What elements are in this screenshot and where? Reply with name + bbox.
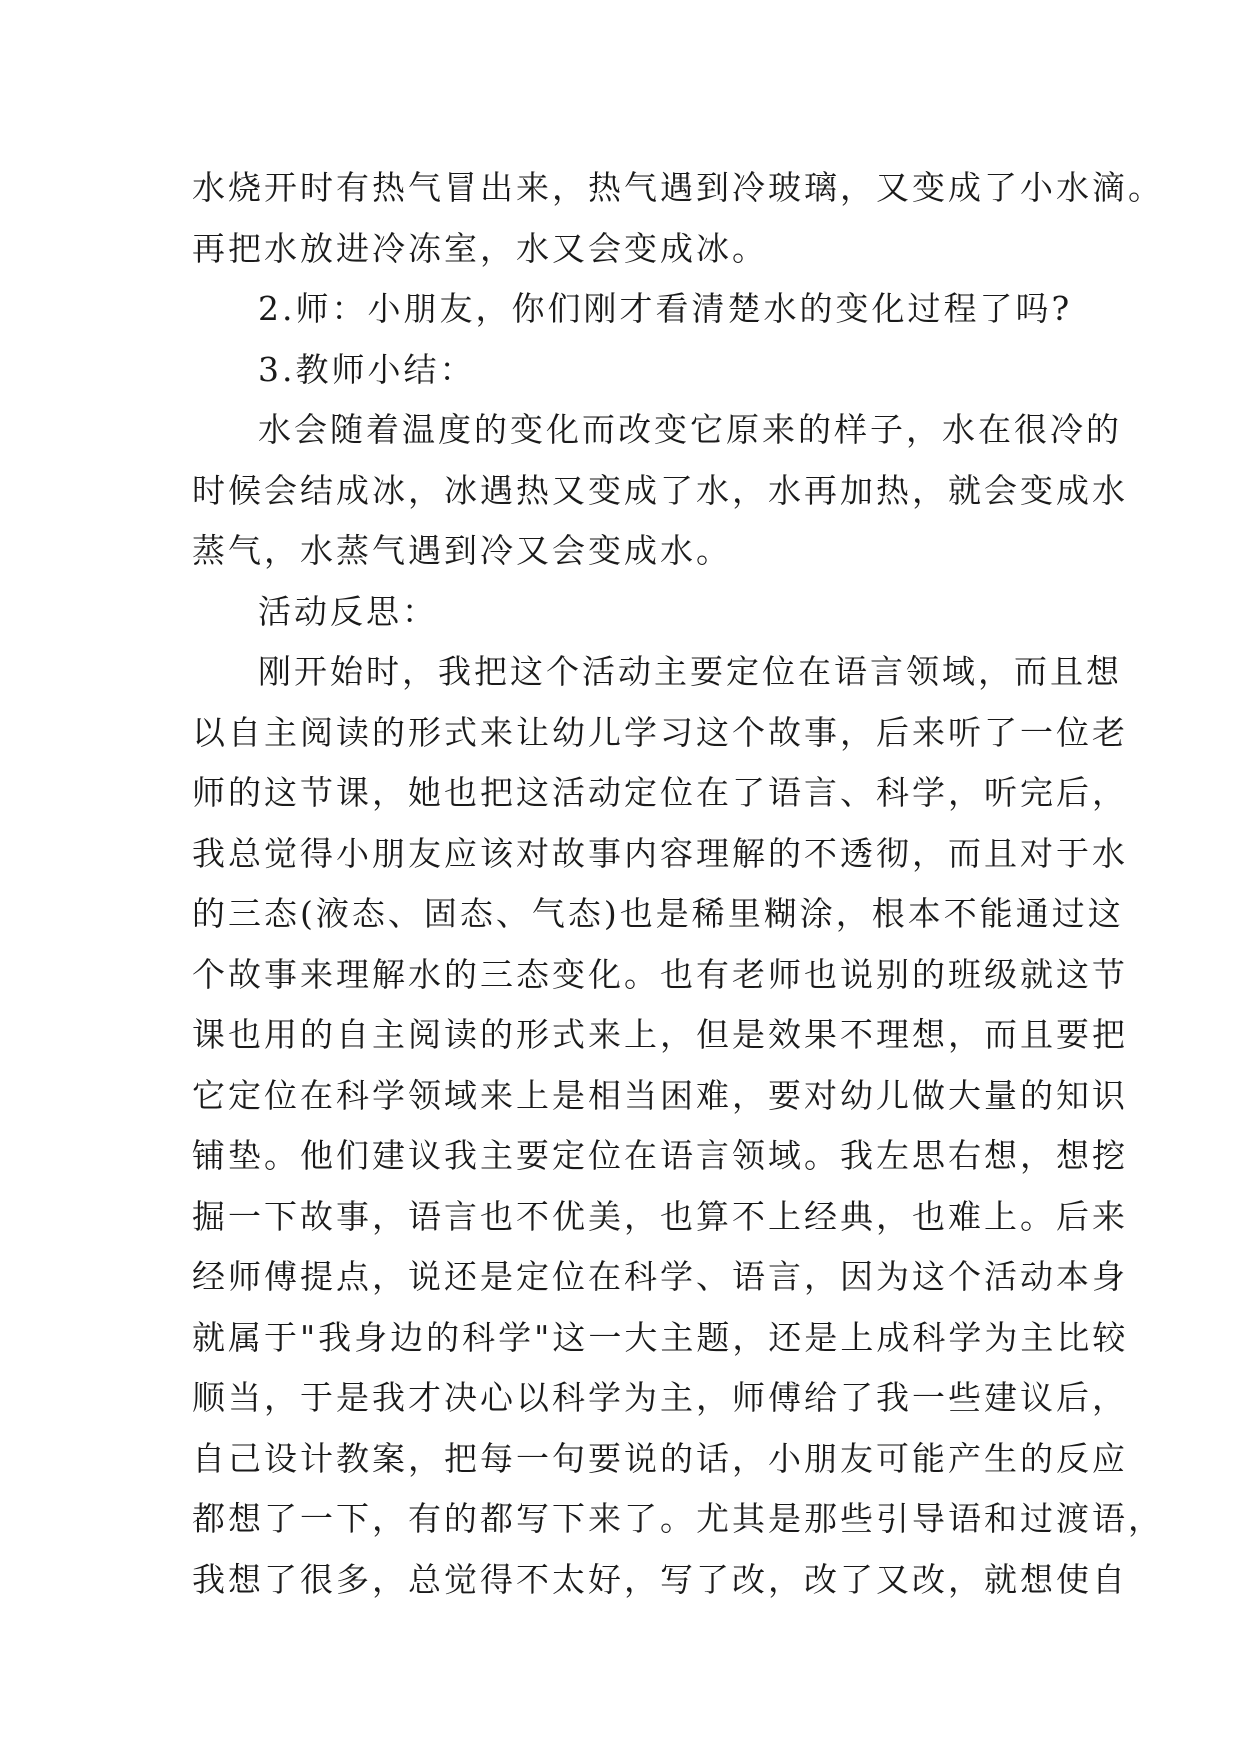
text-line: 2.师：小朋友，你们刚才看清楚水的变化过程了吗? — [258, 289, 1073, 328]
section-heading: 活动反思： — [258, 591, 438, 631]
text-line: 水烧开时有热气冒出来，热气遇到冷玻璃，又变成了小水滴。 — [192, 168, 1164, 207]
text-line: 时候会结成冰，冰遇热又变成了水，水再加热，就会变成水 — [192, 470, 1128, 510]
text-line: 刚开始时，我把这个活动主要定位在语言领域，而且想 — [258, 652, 1122, 691]
text-line: 自己设计教案，把每一句要说的话，小朋友可能产生的反应 — [192, 1438, 1128, 1478]
text-line: 都想了一下，有的都写下来了。尤其是那些引导语和过渡语， — [192, 1499, 1164, 1538]
text-line: 经师傅提点，说还是定位在科学、语言，因为这个活动本身 — [192, 1257, 1128, 1296]
text-line: 师的这节课，她也把这活动定位在了语言、科学，听完后， — [192, 773, 1128, 812]
text-line: 顺当，于是我才决心以科学为主，师傅给了我一些建议后， — [192, 1378, 1128, 1417]
text-line: 就属于"我身边的科学"这一大主题，还是上成科学为主比较 — [192, 1317, 1129, 1357]
document-body — [192, 158, 1164, 1610]
text-line: 掘一下故事，语言也不优美，也算不上经典，也难上。后来 — [192, 1196, 1128, 1236]
text-line: 课也用的自主阅读的形式来上，但是效果不理想，而且要把 — [192, 1015, 1128, 1054]
text-line: 的三态(液态、固态、气态)也是稀里糊涂，根本不能通过这 — [192, 894, 1124, 933]
text-line: 水会随着温度的变化而改变它原来的样子，水在很冷的 — [258, 410, 1122, 449]
text-line: 我想了很多，总觉得不太好，写了改，改了又改，就想使自 — [192, 1559, 1128, 1599]
text-line: 个故事来理解水的三态变化。也有老师也说别的班级就这节 — [192, 954, 1128, 994]
text-line: 它定位在科学领域来上是相当困难，要对幼儿做大量的知识 — [192, 1075, 1128, 1115]
text-line: 铺垫。他们建议我主要定位在语言领域。我左思右想，想挖 — [192, 1136, 1128, 1175]
text-line: 我总觉得小朋友应该对故事内容理解的不透彻，而且对于水 — [192, 833, 1128, 873]
text-line: 再把水放进冷冻室，水又会变成冰。 — [192, 228, 768, 268]
text-line: 蒸气，水蒸气遇到冷又会变成水。 — [192, 531, 732, 570]
text-line: 以自主阅读的形式来让幼儿学习这个故事，后来听了一位老 — [192, 712, 1128, 752]
section-heading: 3.教师小结： — [258, 349, 476, 389]
